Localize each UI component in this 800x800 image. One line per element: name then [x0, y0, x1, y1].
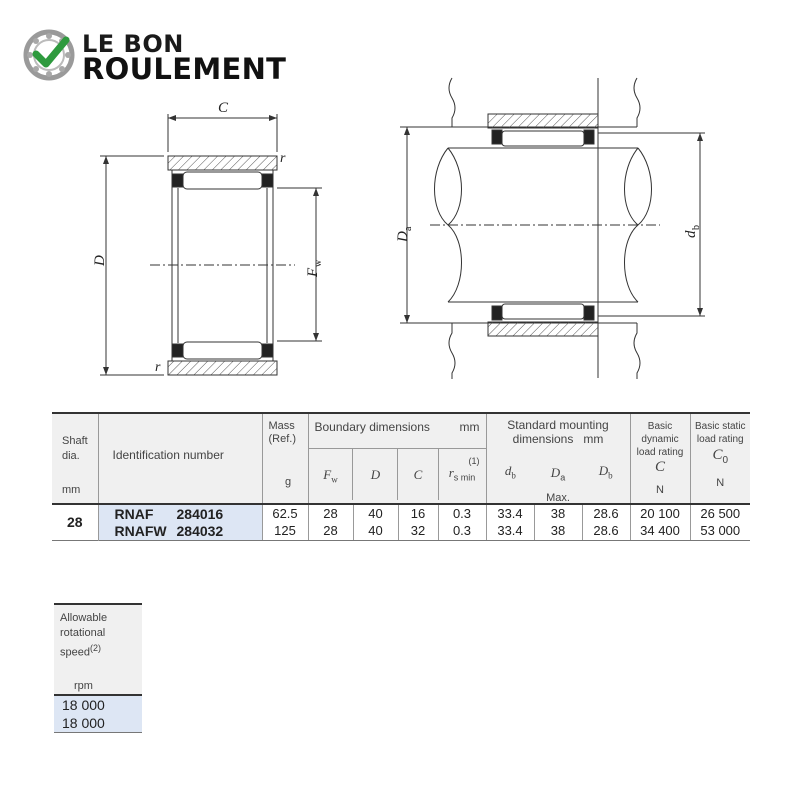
- shaft-unit-label: mm: [62, 484, 81, 496]
- mounting-dims-label: dimensions: [512, 432, 574, 446]
- shaft-value: 28: [52, 504, 98, 540]
- d-value: 40: [353, 522, 398, 540]
- mounting-drawing: [400, 78, 705, 379]
- speed-header: [54, 604, 142, 695]
- Db-value: 28.6: [582, 504, 630, 522]
- dim-d-label: D: [92, 255, 108, 266]
- radius-label-bottom: r: [155, 360, 161, 375]
- standard-mounting-label: Standard mounting: [507, 418, 609, 432]
- speed-table: [54, 603, 142, 733]
- rs-header: [439, 449, 486, 500]
- radius-label-top: r: [280, 151, 286, 166]
- da-value: 38: [534, 504, 582, 522]
- table-row: [52, 504, 750, 522]
- brand-line-2: ROULEMENT: [82, 52, 287, 86]
- speed-unit: rpm: [74, 679, 93, 692]
- col-boundary-header: [308, 413, 486, 504]
- da-value: 38: [534, 522, 582, 540]
- col-mass-header: [262, 413, 308, 504]
- identification-cell: [98, 522, 262, 540]
- fw-value: 28: [308, 504, 353, 522]
- dim-da-label: D: [395, 231, 411, 242]
- col-mounting-header: [486, 413, 630, 504]
- dim-fw-sub: w: [313, 259, 324, 267]
- dim-db-label: d: [683, 230, 699, 238]
- da-sub: a: [560, 472, 566, 483]
- speed-header-line-2: rotational: [60, 627, 106, 639]
- db-sub: b: [511, 470, 516, 481]
- series-name: RNAFW: [114, 522, 167, 539]
- col-identification-header: Identification number: [98, 413, 262, 504]
- rs-note: (1): [468, 456, 480, 466]
- series-name: RNAF: [114, 505, 154, 522]
- da-max-label: Max.: [546, 491, 570, 504]
- dyn-unit: N: [656, 484, 664, 496]
- dynamic-rating-value: 34 400: [630, 522, 690, 540]
- stat-symbol-wrap: [691, 448, 751, 467]
- db-header: [487, 453, 535, 503]
- stat-symbol: C: [712, 447, 723, 463]
- mass-value: 62.5: [262, 504, 308, 522]
- col-static-rating-header: [690, 413, 750, 504]
- fw-sub: w: [331, 474, 338, 485]
- dyn-rating-label-2: load rating: [636, 447, 684, 458]
- stat-rating-label-2: load rating: [696, 434, 744, 445]
- bearing-section-drawing: [100, 114, 322, 375]
- stat-sub: 0: [722, 455, 729, 466]
- dim-fw-label: F: [305, 267, 321, 277]
- rs-value: 0.3: [438, 504, 486, 522]
- table-row: [52, 522, 750, 540]
- boundary-label: Boundary dimensions: [314, 420, 430, 434]
- rs-symbol: r: [448, 465, 454, 480]
- d-value: 40: [353, 504, 398, 522]
- identification-cell: [98, 504, 262, 522]
- col-shaft-header: [52, 413, 98, 504]
- table-row: [54, 714, 142, 733]
- part-number: 284016: [176, 505, 224, 522]
- stat-unit: N: [716, 477, 725, 489]
- static-rating-value: 53 000: [690, 522, 750, 540]
- table-row: [54, 695, 142, 714]
- Db-value: 28.6: [582, 522, 630, 540]
- speed-value: 18 000: [54, 695, 142, 714]
- dim-c-label: C: [218, 100, 229, 116]
- fw-value: 28: [308, 522, 353, 540]
- speed-header-line-3: [60, 641, 142, 661]
- mounting-unit-label: mm: [583, 432, 604, 446]
- static-rating-value: 26 500: [690, 504, 750, 522]
- specification-table: [52, 412, 750, 541]
- rs-value: 0.3: [438, 522, 486, 540]
- boundary-unit-label: mm: [459, 420, 480, 434]
- speed-header-line-1: Allowable: [60, 612, 108, 624]
- fw-symbol: F: [323, 467, 332, 482]
- Db-header: [582, 453, 630, 503]
- rs-sub: s min: [453, 472, 476, 483]
- mass-value: 125: [262, 522, 308, 540]
- db-symbol: d: [504, 463, 512, 478]
- stat-rating-label-1: Basic static: [694, 421, 746, 432]
- part-number: 284032: [176, 522, 224, 539]
- da-symbol: D: [550, 465, 561, 480]
- Db-sub: b: [608, 470, 613, 481]
- da-header: [534, 453, 582, 503]
- d-header: D: [353, 449, 398, 500]
- dyn-rating-label-1: Basic dynamic: [641, 421, 679, 445]
- dim-da-sub: a: [403, 226, 414, 231]
- c-header: C: [398, 449, 438, 500]
- brand-line-1: LE BON: [82, 30, 184, 58]
- fw-header: [309, 449, 354, 500]
- Db-symbol: D: [598, 463, 609, 478]
- dyn-symbol: C: [655, 459, 666, 475]
- speed-word: speed: [60, 646, 90, 659]
- c-value: 16: [398, 504, 438, 522]
- dynamic-rating-value: 20 100: [630, 504, 690, 522]
- speed-value: 18 000: [54, 714, 142, 733]
- speed-note: (2): [89, 643, 101, 653]
- mass-label: Mass (Ref.): [268, 420, 296, 445]
- col-dynamic-rating-header: [630, 413, 690, 504]
- dim-db-sub: b: [691, 225, 702, 230]
- db-value: 33.4: [486, 504, 534, 522]
- shaft-dia-label: Shaft dia.: [62, 435, 88, 462]
- db-value: 33.4: [486, 522, 534, 540]
- c-value: 32: [398, 522, 438, 540]
- mass-unit-label: g: [284, 476, 292, 488]
